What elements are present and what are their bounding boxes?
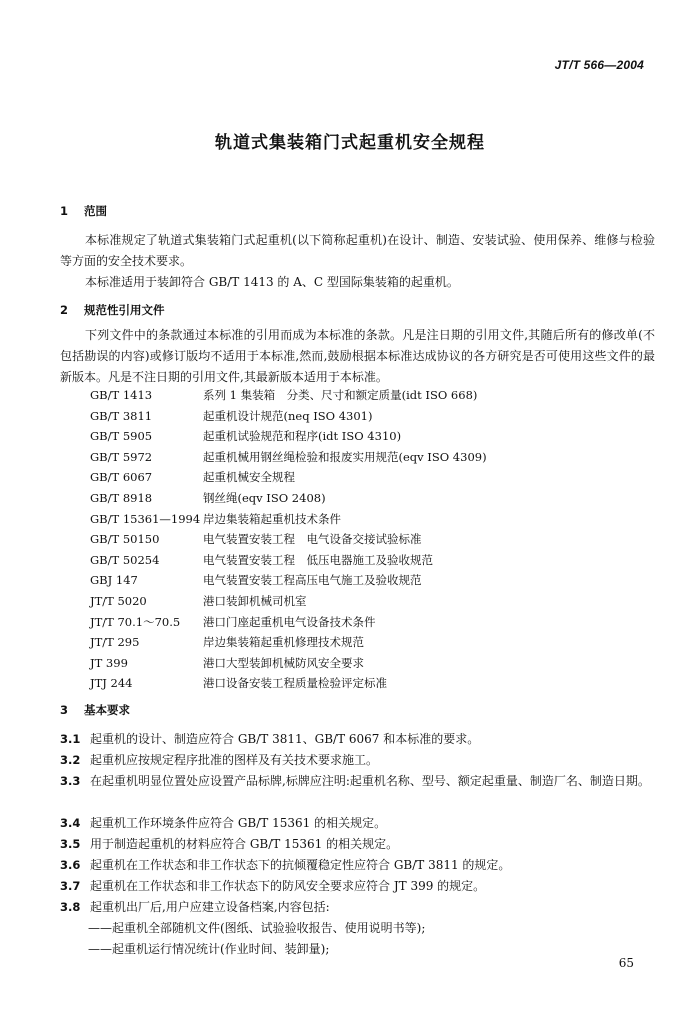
reference-row [90, 406, 487, 427]
reference-row [90, 529, 487, 550]
reference-code: JTJ 244 [90, 676, 133, 691]
requirement-3-7: 3.7 起重机在工作状态和非工作状态下的防风安全要求应符合 JT 399 的规定。 [60, 879, 486, 893]
reference-code: JT/T 70.1～70.5 [90, 614, 181, 629]
reference-title: 港口门座起重机电气设备技术条件 [203, 614, 376, 629]
reference-row [90, 673, 487, 694]
requirement-3-8-item-2: ——起重机运行情况统计(作业时间、装卸量); [88, 942, 330, 956]
reference-title: 电气装置安装工程 电气设备交接试验标准 [203, 532, 422, 547]
reference-title: 岸边集装箱起重机修理技术规范 [203, 635, 364, 650]
requirement-3-8-item-1: ——起重机全部随机文件(图纸、试验验收报告、使用说明书等); [88, 921, 426, 935]
reference-title: 起重机械安全规程 [203, 470, 295, 485]
reference-row [90, 591, 487, 612]
section-1-paragraph-1: 本标准规定了轨道式集装箱门式起重机(以下简称起重机)在设计、制造、安装试验、使用保养、维修与检验等方面的安全技术要求。 [60, 233, 655, 268]
reference-title: 钢丝绳(eqv ISO 2408) [203, 490, 326, 505]
reference-code: GB/T 1413 [90, 388, 153, 402]
reference-code: GB/T 8918 [90, 490, 153, 505]
reference-title: 岸边集装箱起重机技术条件 [203, 511, 341, 526]
reference-row [90, 467, 487, 488]
reference-row [90, 550, 487, 571]
requirement-3-3: 3.3 在起重机明显位置处应设置产品标牌,标牌应注明:起重机名称、型号、额定起重量、制造厂名、制造日期。 [60, 774, 650, 788]
reference-title: 电气装置安装工程高压电气施工及验收规范 [203, 573, 422, 588]
section-3-heading [60, 702, 130, 718]
reference-row [90, 426, 487, 447]
reference-row [90, 509, 487, 530]
section-title: 范围 [84, 204, 107, 218]
reference-title: 港口设备安装工程质量检验评定标准 [203, 676, 387, 691]
requirement-3-8: 3.8 起重机出厂后,用户应建立设备档案,内容包括: [60, 900, 330, 914]
reference-title: 起重机械用钢丝绳检验和报废实用规范(eqv ISO 4309) [203, 449, 487, 464]
section-number: 1 [60, 204, 69, 218]
reference-code: GB/T 3811 [90, 408, 153, 423]
section-number: 2 [60, 303, 69, 317]
reference-code: GB/T 15361—1994 [90, 511, 201, 526]
requirement-3-1: 3.1 起重机的设计、制造应符合 GB/T 3811、GB/T 6067 和本标准的要求。 [60, 732, 480, 746]
reference-code: JT/T 5020 [90, 593, 147, 608]
reference-title: 港口装卸机械司机室 [203, 593, 307, 608]
reference-code: JT/T 295 [90, 635, 140, 650]
section-number: 3 [60, 703, 69, 717]
requirement-3-4: 3.4 起重机工作环境条件应符合 GB/T 15361 的相关规定。 [60, 816, 387, 830]
section-2-paragraph: 下列文件中的条款通过本标准的引用而成为本标准的条款。凡是注日期的引用文件,其随后所有的修改单(不包括勘误的内容)或修订版均不适用于本标准,然而,鼓励根据本标准达成协议的各方研究是否可使用这些文件的最新版本。凡是不注日期的引用文件,其最新版本适用于本标准。 [60, 328, 655, 384]
reference-title: 起重机设计规范(neq ISO 4301) [203, 408, 373, 423]
reference-title: 系列 1 集装箱 分类、尺寸和额定质量(idt ISO 668) [203, 388, 478, 402]
reference-title: 电气装置安装工程 低压电器施工及验收规范 [203, 552, 433, 567]
reference-row [90, 488, 487, 509]
reference-row [90, 612, 487, 633]
reference-code: GB/T 6067 [90, 470, 153, 485]
document-title: 轨道式集装箱门式起重机安全规程 [215, 133, 485, 153]
reference-row [90, 653, 487, 674]
section-1-paragraph-2: 本标准适用于装卸符合 GB/T 1413 的 A、C 型国际集装箱的起重机。 [85, 275, 459, 289]
normative-references-list [90, 385, 487, 694]
reference-row [90, 632, 487, 653]
reference-code: GB/T 50254 [90, 552, 160, 567]
requirement-3-5: 3.5 用于制造起重机的材料应符合 GB/T 15361 的相关规定。 [60, 837, 399, 851]
requirement-3-6: 3.6 起重机在工作状态和非工作状态下的抗倾覆稳定性应符合 GB/T 3811 的规定。 [60, 858, 511, 872]
reference-code: JT 399 [90, 655, 128, 670]
reference-code: GB/T 50150 [90, 532, 160, 547]
section-title: 规范性引用文件 [84, 303, 165, 317]
reference-title: 起重机试验规范和程序(idt ISO 4310) [203, 429, 402, 444]
reference-title: 港口大型装卸机械防风安全要求 [203, 655, 364, 670]
reference-row [90, 447, 487, 468]
section-title: 基本要求 [84, 703, 130, 717]
page-number: 65 [618, 956, 634, 970]
reference-code: GB/T 5972 [90, 449, 153, 464]
reference-code: GB/T 5905 [90, 429, 153, 444]
reference-row [90, 385, 487, 406]
standard-number-header: JT/T 566—2004 [554, 58, 644, 72]
reference-code: GBJ 147 [90, 573, 138, 588]
requirement-3-2: 3.2 起重机应按规定程序批准的图样及有关技术要求施工。 [60, 753, 379, 767]
section-2-heading [60, 302, 165, 318]
reference-row [90, 570, 487, 591]
section-1-heading [60, 203, 107, 219]
